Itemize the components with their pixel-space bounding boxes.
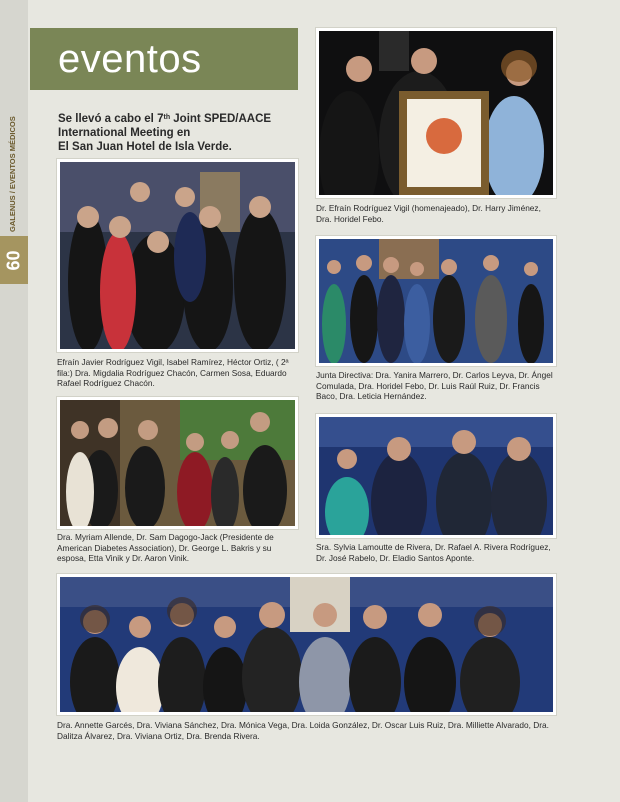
intro-text (58, 112, 298, 154)
photo-2-caption: Dra. Myriam Allende, Dr. Sam Dagogo-Jack (Presidente de American Diabetes Association), Dr. George L. Bakris y su esposa, Etta Vinik y Dr. Aaron Vinik. (57, 532, 274, 563)
intro-line1-pre: Se llevó a cabo el 7 (58, 113, 164, 125)
intro-line3: El San Juan Hotel de Isla Verde. (58, 141, 232, 153)
section-label (8, 220, 20, 232)
photo-3-caption: Dr. Efraín Rodríguez Vigil (homenajeado), Dr. Harry Jiménez, Dra. Horidel Febo. (316, 203, 541, 224)
photo-1-caption: Efraín Javier Rodríguez Vigil, Isabel Ramírez, Héctor Ortiz, ( 2ª fila:) Dra. Migdalia Rodríguez Chacón, Carmen Sosa, Eduardo Rafael Rodríguez Chacón. (57, 357, 289, 388)
photo-5-caption: Sra. Sylvia Lamoutte de Rivera, Dr. Rafael A. Rivera Rodríguez, Dr. José Rabelo, Dr. Eladio Santos Aponte. (316, 542, 551, 563)
photo-5-image (319, 417, 553, 535)
intro-line2: International Meeting en (58, 127, 191, 139)
photo-4-image (319, 239, 553, 363)
photo-4-caption: Junta Directiva: Dra. Yanira Marrero, Dr. Carlos Leyva, Dr. Ángel Comulada, Dra. Horidel Febo, Dr. Luis Raúl Ruiz, Dr. Francis Baco, Dra. Leticia Hernández. (316, 370, 553, 401)
event-photo-4 (316, 236, 556, 366)
event-photo-3 (316, 28, 556, 198)
intro-line1-post: Joint SPED/AACE (170, 113, 272, 125)
event-photo-6 (57, 574, 556, 715)
page-number-tab (0, 236, 28, 284)
intro-line1-sup: th (163, 114, 171, 121)
event-photo-2 (57, 397, 298, 529)
photo-6-caption: Dra. Annette Garcés, Dra. Viviana Sánchez, Dra. Mónica Vega, Dra. Loida González, Dr. Oscar Luis Ruiz, Dra. Milliette Alvarado, Dra. Dalitza Álvarez, Dra. Viviana Ortiz, Dra. Brenda Rivera. (57, 720, 549, 741)
page-number: 60 (3, 249, 24, 271)
photo-6-image (60, 577, 553, 712)
event-photo-5 (316, 414, 556, 538)
event-photo-1 (57, 159, 298, 352)
photo-3-image (319, 31, 553, 195)
section-banner (30, 28, 298, 90)
page-title: eventos (58, 36, 202, 81)
photo-2-image (60, 400, 295, 526)
photo-1-image (60, 162, 295, 349)
